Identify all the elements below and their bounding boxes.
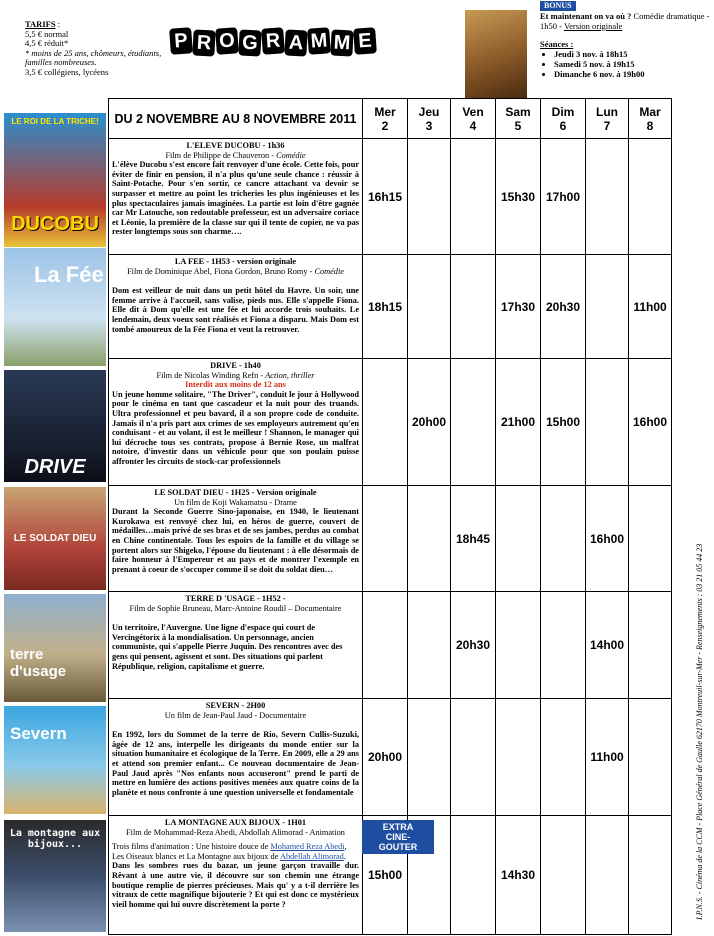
showtime <box>586 139 629 255</box>
showtime: 14h00 <box>586 592 629 699</box>
bonus-tag: BONUS <box>540 1 576 11</box>
tarifs-title: TARIFS <box>25 19 56 29</box>
day-num: 4 <box>469 118 477 133</box>
film-genre: Comédie <box>314 266 344 276</box>
tarifs-block: TARIFS : 5,5 € normal 4,5 € réduit* * moins de 25 ans, chômeurs, étudiants, familles nombreuses. 3,5 € collégiens, lycéens <box>25 20 165 77</box>
showtime <box>363 592 408 699</box>
showtime <box>586 359 629 486</box>
bonus-seance: • Jeudi 3 nov. à 18h15 <box>554 49 710 59</box>
film-info <box>109 359 363 486</box>
director-link[interactable]: Mohamed Reza Abedi <box>270 842 345 852</box>
day-num: 7 <box>603 118 611 133</box>
day-name: Lun <box>596 104 618 119</box>
logo-letter: P <box>169 27 193 54</box>
film-description: Dom est veilleur de nuit dans un petit hôtel du Havre. Un soir, une femme arrive à l'accueil, sans valise, pieds nus. Elle s'appelle Fiona. Elle dit à Dom qu'elle est une fée et lui accorde trois souhaits. Le lendemain, deux voeux sont réalisés et Fiona a disparu. Mais Dom est tombé amoureux de la Fée Fiona et veut la retrouver. <box>112 286 359 334</box>
showtime <box>629 699 672 816</box>
bonus-seances-list <box>540 49 710 79</box>
programme-logo <box>170 28 410 56</box>
logo-letter: R <box>192 29 215 56</box>
day-num: 2 <box>381 118 389 133</box>
poster-severn <box>4 706 106 814</box>
film-director: Film de Nicolas Winding Refn - <box>156 370 264 380</box>
film-credit: Film de Mohammad-Reza Abedi, Abdollah Alimorad - Animation <box>126 827 345 837</box>
header-row <box>109 99 672 139</box>
showtime <box>541 592 586 699</box>
film-info <box>109 255 363 359</box>
showtime <box>363 359 408 486</box>
showtime <box>629 592 672 699</box>
film-title: L'ELEVE DUCOBU - 1h36 <box>186 141 285 150</box>
film-description: Un territoire, l'Auvergne. Une ligne d'espace qui court de Vercingétorix à la mondialisation. Un personnage, ancien communiste, qui s'appelle Pierre Juquin. Des rencontres avec des gens qui pensent, agissent et sont. Des situations qui parlent République, religion, capitalisme et guerre. <box>112 623 343 671</box>
intro-text: , Les Oiseaux blancs et La Montagne aux bijoux de <box>112 842 347 861</box>
showtime: 18h45 <box>451 486 496 592</box>
showtime: 15h00 <box>363 816 408 935</box>
day-num: 3 <box>425 118 433 133</box>
poster-title: DUCOBU <box>11 213 99 235</box>
showtime <box>451 359 496 486</box>
day-header <box>451 99 496 139</box>
schedule-table <box>108 98 672 935</box>
showtime <box>629 486 672 592</box>
showtime <box>408 486 451 592</box>
showtime <box>408 699 451 816</box>
showtime <box>451 699 496 816</box>
film-row <box>109 699 672 816</box>
logo-letter: R <box>261 27 285 54</box>
day-header <box>586 99 629 139</box>
showtime: 20h30 <box>451 592 496 699</box>
showtime: 17h30 <box>496 255 541 359</box>
film-info <box>109 486 363 592</box>
film-row <box>109 486 672 592</box>
day-name: Mar <box>639 104 661 119</box>
bonus-seance: • Samedi 5 nov. à 19h15 <box>554 59 710 69</box>
film-description: Un jeune homme solitaire, "The Driver", conduit le jour à Hollywood pour le cinéma en tant que cascadeur et la nuit pour des truands. Ultra professionnel et peu bavard, il a son propre code de conduite. Jamais il n'a pris part aux crimes de ses employeurs autrement qu'en conduisant - et au volant, il est le meilleur ! Shannon, le manager qui lui décroche tous ses contrats, propose à Bernie Rose, un malfrat notoire, d'investir dans un véhicule pour que son poulain puisse affronter les circuits de stock-car professionnels <box>112 389 359 466</box>
showtime: 20h00 <box>363 699 408 816</box>
showtime <box>541 816 586 935</box>
day-name: Mer <box>374 104 396 119</box>
bonus-genre: Comédie dramatique - 1h50 - <box>540 11 710 31</box>
showtime: 20h00 <box>408 359 451 486</box>
bonus-block <box>540 0 710 79</box>
showtime: 15h00 <box>541 359 586 486</box>
showtime: 11h00 <box>586 699 629 816</box>
age-warning: Interdit aux moins de 12 ans <box>185 380 286 390</box>
day-header <box>541 99 586 139</box>
film-info <box>109 699 363 816</box>
day-header <box>629 99 672 139</box>
showtime: 20h30 <box>541 255 586 359</box>
logo-letter: M <box>307 27 331 54</box>
poster-title: DRIVE <box>24 456 86 478</box>
day-header <box>408 99 451 139</box>
bonus-title: Et maintenant on va où ? <box>540 11 632 21</box>
poster-title: LE SOLDAT DIEU <box>13 533 97 544</box>
showtime: 18h15 <box>363 255 408 359</box>
tarif-normal: 5,5 € normal <box>25 28 69 39</box>
film-credit <box>112 371 359 381</box>
day-name: Sam <box>505 104 531 119</box>
film-title: DRIVE - 1h40 <box>210 361 261 370</box>
film-title: TERRE D 'USAGE - 1H52 - <box>185 594 286 603</box>
film-director: Film de Philippe de Chauveron - <box>165 150 274 160</box>
showtime <box>629 816 672 935</box>
showtime <box>496 486 541 592</box>
day-name: Jeu <box>418 104 440 119</box>
poster-title: La montagne aux bijoux... <box>9 828 101 850</box>
film-title: LE SOLDAT DIEU - 1H25 - Version originale <box>154 488 317 497</box>
showtime <box>496 699 541 816</box>
film-title: LA MONTAGNE AUX BIJOUX - 1H01 <box>164 818 307 827</box>
day-num: 5 <box>514 118 522 133</box>
showtime <box>541 486 586 592</box>
bonus-film-poster <box>465 10 527 98</box>
film-row <box>109 359 672 486</box>
film-credit <box>112 151 359 161</box>
film-title: SEVERN - 2H00 <box>205 701 266 710</box>
film-credit <box>112 267 359 277</box>
film-description: Dans les sombres rues du bazar, un jeune garçon travaille dur. Rêvant à une autre vie, il découvre sur son chemin une étrange boutique remplie de pierres précieuses. Mais qu' y a t-il derrière les vitraux de cette magnifique bijouterie ? Et qui est donc ce mystérieux vieil homme qui lui ouvre discrètement la porte ? <box>112 861 359 909</box>
director-link[interactable]: Abdellah Alimorad <box>279 851 344 861</box>
film-row <box>109 139 672 255</box>
poster-drive <box>4 370 106 482</box>
tarif-note: * moins de 25 ans, chômeurs, étudiants, familles nombreuses. <box>25 47 162 67</box>
day-header <box>363 99 408 139</box>
tarif-college: 3,5 € collégiens, lycéens <box>25 66 109 77</box>
showtime: 16h00 <box>586 486 629 592</box>
side-footer <box>683 500 707 920</box>
showtime <box>408 139 451 255</box>
film-director: Film de Dominique Abel, Fiona Gordon, Bruno Romy - <box>127 266 313 276</box>
poster-terre-usage <box>4 594 106 702</box>
showtime <box>586 255 629 359</box>
intro-text: . <box>343 851 346 861</box>
film-credit: Un film de Jean-Paul Jaud - Documentaire <box>164 710 307 720</box>
bonus-seances-label: Séances : <box>540 39 574 49</box>
showtime <box>451 139 496 255</box>
showtime <box>496 592 541 699</box>
day-name: Dim <box>551 104 575 119</box>
day-header <box>496 99 541 139</box>
showtime: 14h30 <box>496 816 541 935</box>
showtime <box>408 255 451 359</box>
logo-letter: A <box>284 29 307 56</box>
film-credit: Film de Sophie Bruneau, Marc-Antoine Roudil – Documentaire <box>129 603 342 613</box>
showtime: 17h00 <box>541 139 586 255</box>
logo-letter: O <box>215 27 239 54</box>
extra-cine-gouter-badge: EXTRA CINE-GOUTER <box>362 820 434 854</box>
logo-letter: G <box>238 29 261 56</box>
showtime: 16h00 <box>629 359 672 486</box>
showtime <box>586 816 629 935</box>
logo-letter: E <box>353 27 377 54</box>
tarif-reduit: 4,5 € réduit* <box>25 38 69 48</box>
showtime: 16h15 <box>363 139 408 255</box>
bonus-seance: • Dimanche 6 nov. à 19h00 <box>554 69 710 79</box>
film-description: L'élève Ducobu s'est encore fait renvoyer d'une école. Cette fois, pour éviter de finir en pension, il n'a plus qu'une seule chance : réussir à Saint-Potache. Pour s'en sortir, ce cancre attachant va devoir se surpasser et mettre au point les tricheries les plus ingénieuses et les plus spectaculaires jamais imaginées. La partie est loin d'être gagnée car Mr Latouche, son redoutable professeur, est un adversaire coriace et Léonie, la première de la classe sur qui il tente de copier, ne va pas rester longtemps sous son charme…. <box>112 160 359 237</box>
poster-montagne <box>4 820 106 932</box>
day-num: 8 <box>646 118 654 133</box>
film-info <box>109 592 363 699</box>
film-row <box>109 592 672 699</box>
poster-la-fee <box>4 248 106 366</box>
film-genre: Comédie <box>276 150 306 160</box>
side-footer-text: I.P.N.S. - Cinéma de la CCM - Place Général de Gaulle 62170 Montreuil-sur-Mer - Renseignements : 03 21 05 44 23 <box>695 543 704 920</box>
poster-soldat-dieu <box>4 487 106 590</box>
film-title: LA FEE - 1H53 - version originale <box>174 257 297 266</box>
showtime <box>451 816 496 935</box>
logo-letter: M <box>330 29 353 56</box>
poster-title: La Fée <box>34 262 104 287</box>
film-intro <box>112 842 359 861</box>
film-credit: Un film de Koji Wakamatsu - Drame <box>174 497 297 507</box>
film-description: Durant la Seconde Guerre Sino-japonaise, en 1940, le lieutenant Kurokawa est renvoyé chez lui, en héros de guerre, couvert de médailles…mais privé de ses bras et de ses jambes, perdus au combat en Chine continentale. Tous les espoirs de la famille et du village se portent alors sur Shigeko, l'épouse du lieutenant : à elle désormais de faire honneur à l'Empereur et au pays et de montrer l'exemple en prenant à coeur de s'occuper comme il se doit du soldat dieu… <box>112 507 359 574</box>
showtime <box>363 486 408 592</box>
showtime: 15h30 <box>496 139 541 255</box>
film-genre: Action, thriller <box>265 370 315 380</box>
intro-text: Trois films d'animation : Une histoire douce de <box>112 842 269 852</box>
poster-ducobu <box>4 113 106 247</box>
showtime: 21h00 <box>496 359 541 486</box>
film-description: En 1992, lors du Sommet de la terre de Rio, Severn Cullis-Suzuki, âgée de 12 ans, interpelle les dirigeants du monde entier sur la situation humanitaire et écologique de la Terre. En 2009, elle a 29 ans et attend son premier enfant... Ce nouveau documentaire de Jean-Paul Jaud après "Nos enfants nous accuseront" prend le parti de mettre en lumière des actions positives menées aux quatre coins de la planète et nous confronte à une question universelle et fondamentale <box>112 730 359 797</box>
showtime <box>541 699 586 816</box>
poster-tagline: LE ROI DE LA TRICHE! <box>11 117 99 126</box>
showtime <box>408 592 451 699</box>
showtime <box>451 255 496 359</box>
showtime <box>629 139 672 255</box>
poster-title: Severn <box>10 724 67 743</box>
day-name: Ven <box>462 104 484 119</box>
showtime: 11h00 <box>629 255 672 359</box>
bonus-version: Version originale <box>563 21 623 31</box>
film-info <box>109 816 363 935</box>
film-info <box>109 139 363 255</box>
poster-title: terre d'usage <box>10 646 67 680</box>
day-num: 6 <box>559 118 567 133</box>
film-row <box>109 255 672 359</box>
period-header: DU 2 NOVEMBRE AU 8 NOVEMBRE 2011 <box>109 99 363 139</box>
